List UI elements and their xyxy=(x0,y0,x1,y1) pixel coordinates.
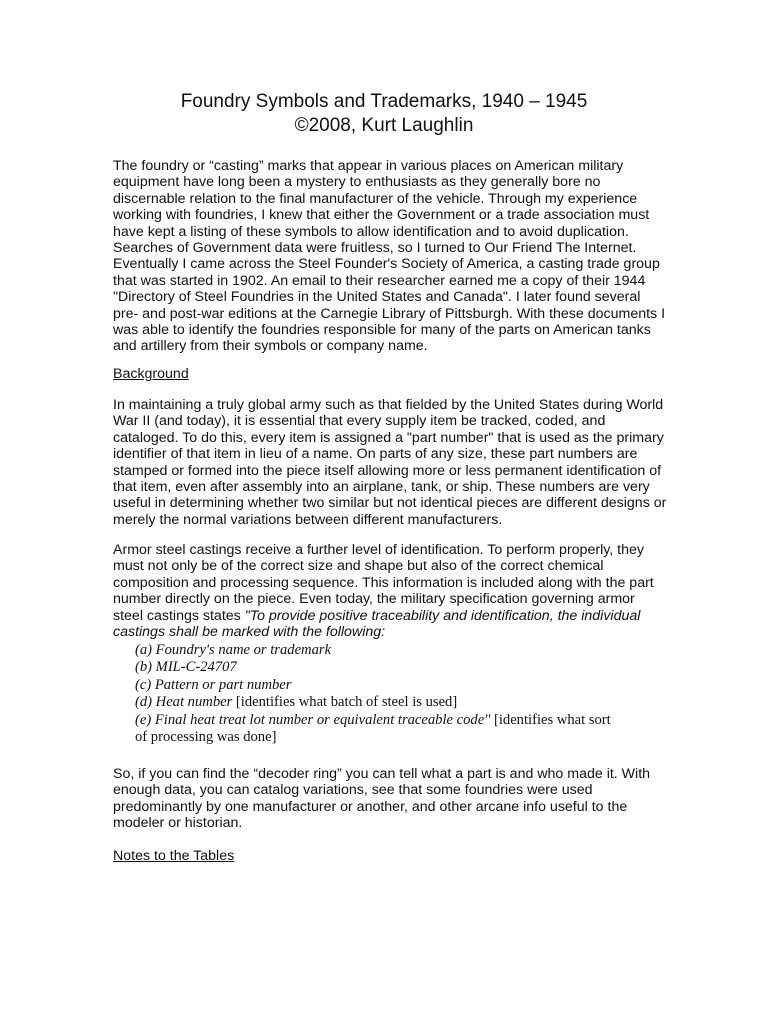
text-line: that was started in 1902. An email to their researcher earned me a copy of their 1944 xyxy=(113,272,646,289)
list-item: (c) Pattern or part number xyxy=(135,676,292,693)
text-line: equipment have long been a mystery to enthusiasts as they generally bore no xyxy=(113,174,601,191)
spec-quote-continued: castings shall be marked with the following: xyxy=(113,624,386,641)
spec-quote: "To provide positive traceability and identification, the individual xyxy=(244,607,641,624)
text-line: and artillery from their symbols or company name. xyxy=(113,338,428,355)
list-item: (a) Foundry's name or trademark xyxy=(135,642,332,658)
text-line: that item, even after assembly into an airplane, tank, or ship. These numbers are very xyxy=(113,479,650,496)
marking-requirements-list xyxy=(135,642,655,746)
text-line: predominantly by one manufacturer or another, and other arcane info useful to the xyxy=(113,798,628,815)
text-line: enough data, you can catalog variations, see that some foundries were used xyxy=(113,782,593,799)
intro-paragraph xyxy=(113,158,673,355)
text-line: Eventually I came across the Steel Founder's Society of America, a casting trade group xyxy=(113,256,660,273)
document-title xyxy=(0,90,768,138)
background-paragraph xyxy=(113,397,673,528)
title-line-1: Foundry Symbols and Trademarks, 1940 – 1945 xyxy=(180,91,588,112)
list-item: (d) Heat number [identifies what batch of steel is used] xyxy=(135,694,458,711)
text-line-mixed xyxy=(113,608,673,624)
text-line: merely the normal variations between different manufacturers. xyxy=(113,511,503,528)
list-item: of processing was done] xyxy=(135,729,277,746)
background-heading: Background xyxy=(113,366,189,382)
text-line: composition and processing sequence. This information is included along with the part xyxy=(113,574,654,591)
text-line: modeler or historian. xyxy=(113,815,243,832)
text-line: Searches of Government data were fruitless, so I turned to Our Friend The Internet. xyxy=(113,240,637,257)
plain-text: steel castings states xyxy=(113,607,245,624)
title-line-2: ©2008, Kurt Laughlin xyxy=(294,115,474,136)
text-line: Armor steel castings receive a further level of identification. To perform properly, they xyxy=(113,542,644,558)
text-line: cataloged. To do this, every item is assigned a "part number" that is used as the primary xyxy=(113,429,664,446)
text-line: The foundry or “casting” marks that appear in various places on American military xyxy=(113,158,624,174)
text-line: War II (and today), it is essential that every supply item be tracked, coded, and xyxy=(113,413,606,430)
list-item: (b) MIL-C-24707 xyxy=(135,659,237,676)
text-line: have kept a listing of these symbols to allow identification and to avoid duplication. xyxy=(113,223,629,240)
text-line: number directly on the piece. Even today, the military specification governing armor xyxy=(113,591,635,608)
text-line: was able to identify the foundries responsible for many of the parts on American tanks xyxy=(113,322,651,339)
text-line: working with foundries, I knew that either the Government or a trade association must xyxy=(113,207,650,224)
decoder-paragraph xyxy=(113,766,673,832)
notes-heading: Notes to the Tables xyxy=(113,848,235,864)
text-line: pre- and post-war editions at the Carnegie Library of Pittsburgh. With these documents I xyxy=(113,305,666,322)
text-line: discernable relation to the final manufacturer of the vehicle. Through my experience xyxy=(113,190,638,207)
text-line: In maintaining a truly global army such as that fielded by the United States during World xyxy=(113,397,664,413)
text-line: So, if you can find the “decoder ring” you can tell what a part is and who made it. With xyxy=(113,766,651,782)
text-line: useful in determining whether two similar but not identical pieces are different designs or xyxy=(113,495,667,512)
text-line: stamped or formed into the piece itself allowing more or less permanent identification of xyxy=(113,462,662,479)
text-line: must not only be of the correct size and shape but also of the correct chemical xyxy=(113,558,604,575)
text-line: "Directory of Steel Foundries in the United States and Canada". I later found several xyxy=(113,289,641,306)
text-line: identifier of that item in lieu of a name. On parts of any size, these part numbers are xyxy=(113,446,638,463)
armor-paragraph xyxy=(113,542,673,640)
list-item: (e) Final heat treat lot number or equivalent traceable code" [identifies what sort xyxy=(135,711,611,728)
